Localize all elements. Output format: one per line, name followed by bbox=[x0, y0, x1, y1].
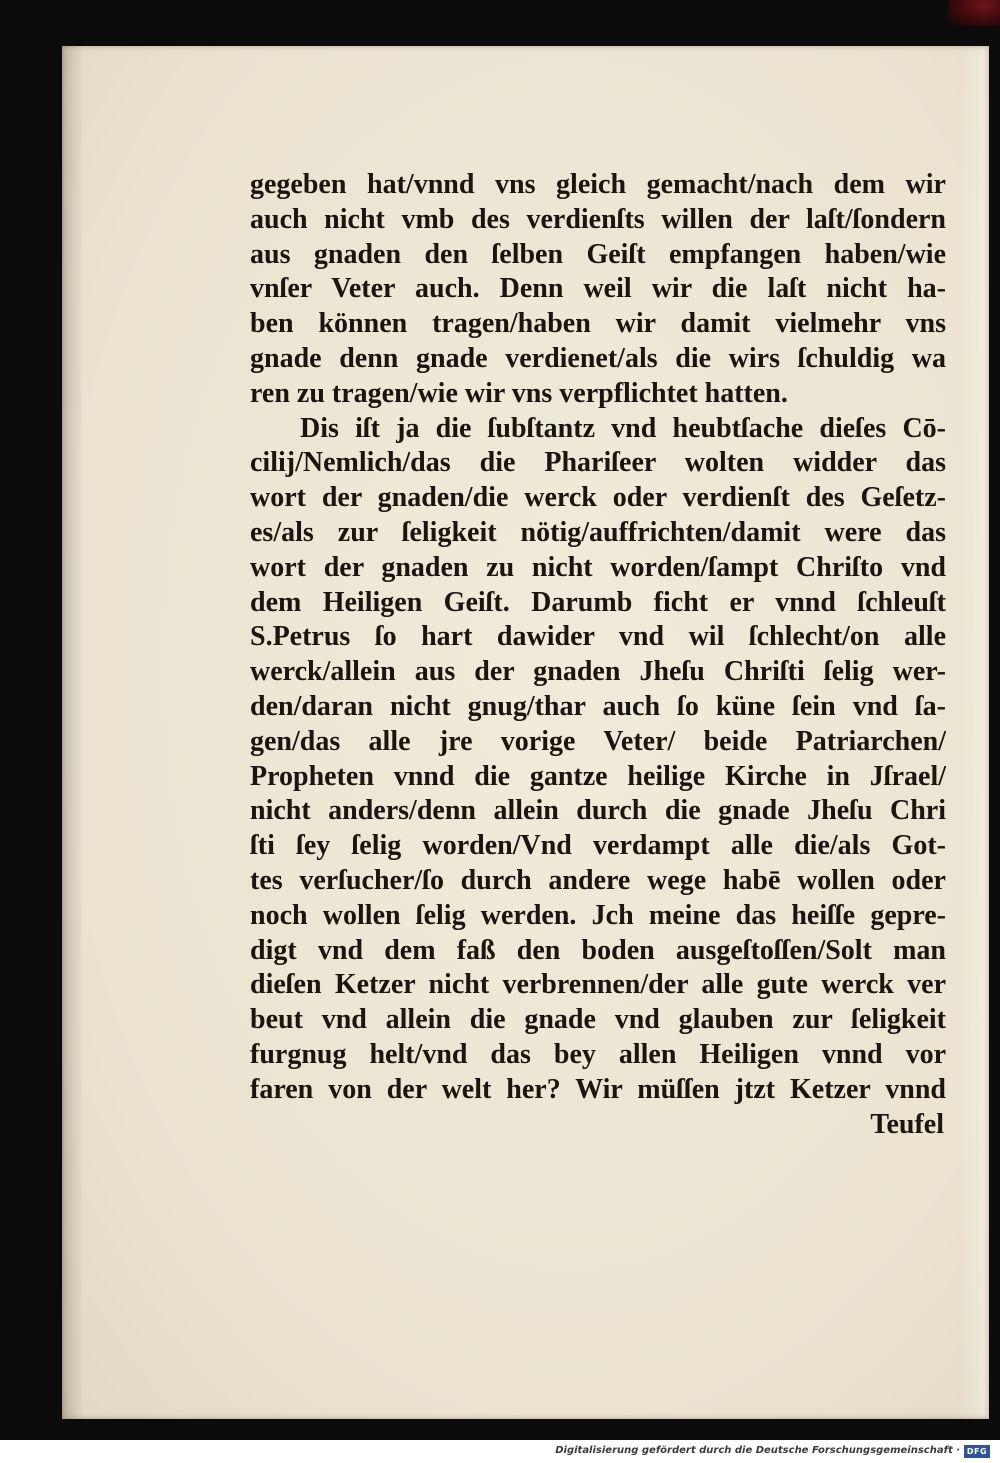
text-line: aus gnaden den ſelben Geiſt empfangen haben/wie bbox=[250, 238, 946, 270]
paragraph bbox=[250, 412, 946, 1108]
funding-credit: Digitalisierung gefördert durch die Deutsche Forschungsgemeinschaft · bbox=[555, 1445, 960, 1456]
text-line: noch wollen ſelig werden. Jch meine das heiſſe gepre- bbox=[250, 899, 946, 931]
book-cover-edge bbox=[948, 0, 1000, 26]
text-line: S.Petrus ſo hart dawider vnd wil ſchlecht/on alle bbox=[250, 621, 946, 653]
text-line: dieſen Ketzer nicht verbrennen/der alle gute werck ver bbox=[250, 969, 946, 1001]
text-line: digt vnd dem faß den boden ausgeſtoſſen/Solt man bbox=[250, 934, 946, 966]
dfg-logo-icon: DFG bbox=[964, 1445, 990, 1458]
text-line: dem Heiligen Geiſt. Darumb ficht er vnnd ſchleuſt bbox=[250, 586, 946, 618]
text-line: faren von der welt her? Wir müſſen jtzt Ketzer vnnd bbox=[250, 1073, 946, 1105]
paragraph bbox=[250, 168, 946, 412]
text-line: es/als zur ſeligkeit nötig/auffrichten/damit were das bbox=[250, 516, 946, 548]
text-line: ben können tragen/haben wir damit vielmehr vns bbox=[250, 308, 946, 340]
text-line: beut vnd allein die gnade vnd glauben zur ſeligkeit bbox=[250, 1004, 946, 1036]
text-line: den/daran nicht gnug/thar auch ſo küne ſein vnd ſa- bbox=[250, 690, 946, 722]
footer-bar bbox=[0, 1440, 1000, 1463]
text-line: tes verſucher/ſo durch andere wege habē wollen oder bbox=[250, 864, 946, 896]
text-line: wort der gnaden zu nicht worden/ſampt Chriſto vnd bbox=[250, 551, 946, 583]
text-line: werck/allein aus der gnaden Jheſu Chriſti ſelig wer- bbox=[250, 656, 946, 688]
page-text-block bbox=[250, 168, 946, 1142]
text-line: Propheten vnnd die gantze heilige Kirche in Jſrael/ bbox=[250, 760, 946, 792]
text-line: vnſer Veter auch. Denn weil wir die laſt nicht ha- bbox=[250, 273, 946, 305]
text-line: ſti ſey ſelig worden/Vnd verdampt alle die/als Got- bbox=[250, 830, 946, 862]
text-line: cilij/Nemlich/das die Phariſeer wolten widder das bbox=[250, 447, 946, 479]
text-line: ren zu tragen/wie wir vns verpflichtet hatten. bbox=[250, 377, 788, 409]
text-line: wort der gnaden/die werck oder verdienſt des Geſetz- bbox=[250, 482, 946, 514]
text-line: furgnug helt/vnd das bey allen Heiligen vnnd vor bbox=[250, 1038, 946, 1070]
text-line: auch nicht vmb des verdienſts willen der laſt/ſondern bbox=[250, 203, 946, 235]
text-line: nicht anders/denn allein durch die gnade Jheſu Chri bbox=[250, 795, 946, 827]
text-line: gen/das alle jre vorige Veter/ beide Patriarchen/ bbox=[250, 725, 946, 757]
text-line: gnade denn gnade verdienet/als die wirs ſchuldig wa bbox=[250, 342, 946, 374]
text-line: gegeben hat/vnnd vns gleich gemacht/nach dem wir bbox=[250, 169, 946, 200]
text-line: Dis iſt ja die ſubſtantz vnd heubtſache dieſes Cō- bbox=[300, 412, 946, 444]
catchword: Teufel bbox=[870, 1108, 944, 1140]
